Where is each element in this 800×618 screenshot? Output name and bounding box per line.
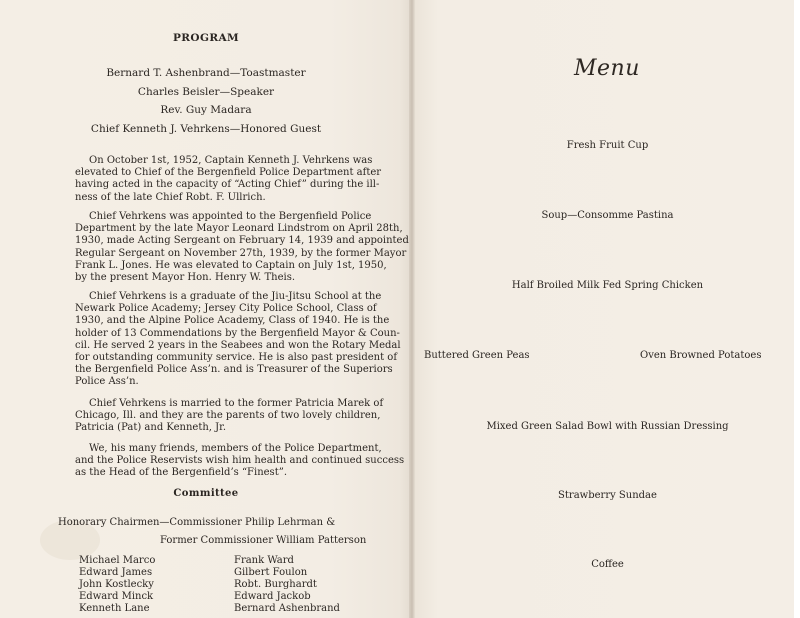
menu-item-salad: Mixed Green Salad Bowl with Russian Dressing — [486, 421, 729, 432]
menu-item-soup: Soup—Consomme Pastina — [541, 210, 674, 221]
committee-member: Robt. Burghardt — [234, 579, 317, 590]
committee-members-left — [79, 555, 155, 615]
menu-page — [415, 0, 800, 618]
paragraph-line: and the Police Reservists wish him health and continued success — [75, 455, 405, 467]
bio-paragraph-promotion — [75, 155, 381, 204]
menu-item-fruit-cup: Fresh Fruit Cup — [566, 140, 649, 151]
paragraph-line: the Bergenfield Police Ass’n. and is Treasurer of the Superiors — [75, 364, 393, 376]
paragraph-line: On October 1st, 1952, Captain Kenneth J. Vehrkens was — [89, 155, 373, 166]
paragraph-line: Patricia (Pat) and Kenneth, Jr. — [75, 422, 227, 434]
menu-item-coffee: Coffee — [591, 559, 624, 570]
paragraph-line: Chief Vehrkens is married to the former Patricia Marek of — [89, 398, 384, 409]
paragraph-line: by the present Mayor Hon. Henry W. Theis. — [75, 272, 296, 284]
menu-item-sundae: Strawberry Sundae — [558, 490, 657, 501]
paragraph-line: Chief Vehrkens was appointed to the Bergenfield Police — [89, 211, 372, 222]
honorary-chairmen-line-2: Former Commissioner William Patterson — [160, 535, 367, 546]
paragraph-line: Chief Vehrkens is a graduate of the Jiu-Jitsu School at the — [89, 291, 382, 302]
paragraph-line: Police Ass’n. — [75, 376, 139, 388]
menu-item-potatoes: Oven Browned Potatoes — [640, 350, 762, 361]
paragraph-line: cil. He served 2 years in the Seabees and won the Rotary Medal — [75, 339, 401, 351]
paragraph-line: ness of the late Chief Robt. F. Ullrich. — [75, 191, 266, 203]
committee-member: Frank Ward — [234, 555, 294, 566]
committee-member: Edward Minck — [79, 591, 154, 602]
committee-member: Gilbert Foulon — [234, 567, 308, 578]
paragraph-line: 1930, made Acting Sergeant on February 14, 1939 and appointed — [75, 235, 409, 247]
paragraph-line: having acted in the capacity of “Acting Chief” during the ill- — [75, 179, 380, 191]
committee-heading: Committee — [173, 488, 239, 499]
paragraph-line: elevated to Chief of the Bergenfield Police Department after — [75, 167, 382, 179]
paragraph-line: Department by the late Mayor Leonard Lindstrom on April 28th, — [75, 223, 403, 235]
paragraph-line: for outstanding community service. He is also past president of — [75, 352, 398, 364]
paragraph-line: We, his many friends, members of the Police Department, — [89, 443, 382, 454]
paragraph-line: Regular Sergeant on November 27th, 1939, by the former Mayor — [75, 247, 407, 259]
page-edge — [794, 0, 800, 618]
paragraph-line: Newark Police Academy; Jersey City Police School, Class of — [75, 303, 377, 315]
credit-invocation: Rev. Guy Madara — [160, 104, 252, 116]
committee-members-right — [234, 555, 340, 615]
menu-title: Menu — [574, 56, 640, 81]
tribute-paragraph — [75, 443, 404, 480]
paragraph-line: 1930, and the Alpine Police Academy, Class of 1940. He is the — [75, 315, 390, 327]
credit-honored-guest: Chief Kenneth J. Vehrkens—Honored Guest — [90, 123, 322, 135]
committee-member: Edward Jackob — [234, 591, 311, 602]
paragraph-line: holder of 13 Commendations by the Bergenfield Mayor & Coun- — [75, 327, 400, 339]
bio-paragraph-career — [75, 211, 409, 284]
bio-paragraph-family — [75, 398, 383, 435]
committee-member: Bernard Ashenbrand — [234, 603, 340, 614]
bio-paragraph-education — [75, 291, 401, 389]
committee-member: Edward James — [79, 567, 153, 578]
credit-toastmaster: Bernard T. Ashenbrand—Toastmaster — [106, 67, 306, 79]
paragraph-line: Chicago, Ill. and they are the parents of two lovely children, — [75, 410, 381, 422]
paragraph-line: as the Head of the Bergenfield’s “Finest”. — [75, 467, 287, 479]
menu-item-green-peas: Buttered Green Peas — [424, 350, 530, 361]
committee-member: Michael Marco — [79, 555, 156, 566]
committee-member: Kenneth Lane — [79, 603, 150, 614]
program-heading: PROGRAM — [172, 32, 240, 44]
committee-member: John Kostlecky — [79, 579, 154, 590]
paragraph-line: Frank L. Jones. He was elevated to Captain on July 1st, 1950, — [75, 259, 387, 271]
credit-speaker: Charles Beisler—Speaker — [137, 86, 275, 98]
menu-item-chicken: Half Broiled Milk Fed Spring Chicken — [511, 280, 704, 291]
honorary-chairmen-line: Honorary Chairmen—Commissioner Philip Lehrman & — [58, 517, 336, 528]
